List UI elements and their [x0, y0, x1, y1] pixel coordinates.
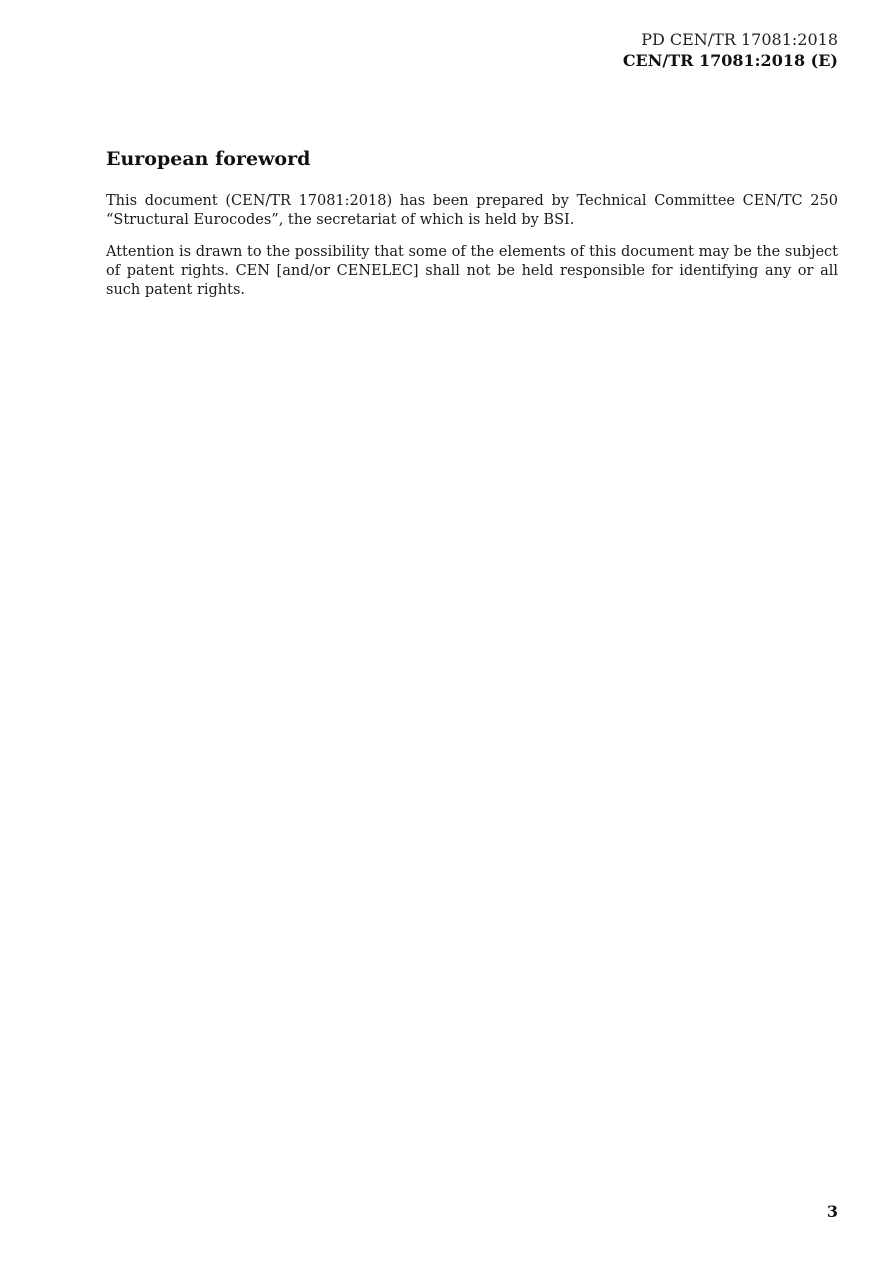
page-number: 3: [826, 1202, 838, 1221]
section-title: European foreword: [106, 148, 311, 170]
national-document-id: PD CEN/TR 17081:2018: [641, 30, 838, 49]
paragraph-1: This document (CEN/TR 17081:2018) has been prepared by Technical Committee CEN/TC 250 “Structural Eurocodes”, the secretariat of which is held by BSI.: [106, 193, 838, 228]
document-id: CEN/TR 17081:2018 (E): [622, 51, 838, 70]
main-content: [106, 146, 838, 313]
paragraph-2: Attention is drawn to the possibility that some of the elements of this document may be the subject of patent rights. CEN [and/or CENELEC] shall not be held responsible for identifying any or all such patent rights.: [106, 244, 838, 298]
document-header: [623, 30, 838, 72]
